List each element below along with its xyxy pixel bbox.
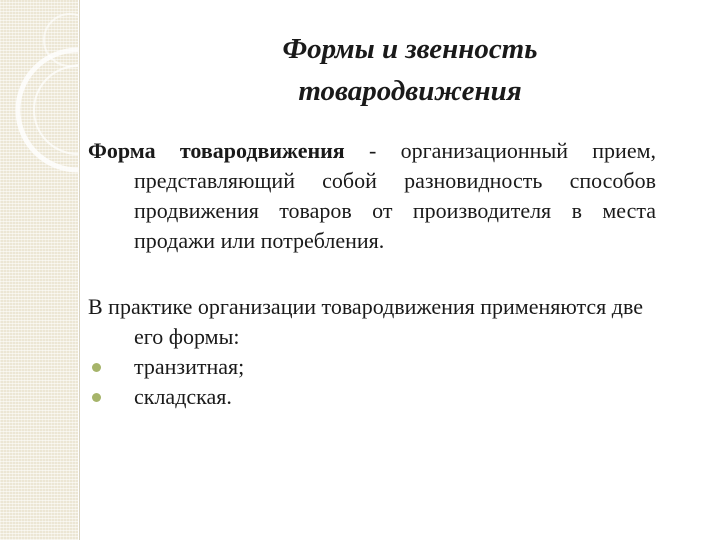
slide-title-line-2: товародвижения [298, 75, 522, 107]
bullet-dot-icon [92, 393, 101, 402]
decorative-side-strip [0, 0, 78, 540]
forms-list [88, 352, 656, 412]
list-item [88, 352, 656, 382]
definition-term: Форма товародвижения [88, 138, 345, 163]
slide-title-line-1: Формы и звенность [282, 33, 538, 65]
practice-paragraph: В практике организации товародвижения применяются две его формы: [88, 294, 644, 349]
definition-paragraph [88, 136, 656, 256]
list-item-label: транзитная; [134, 354, 245, 379]
slide-body [88, 136, 656, 412]
decorative-circles [0, 0, 78, 540]
bullet-dot-icon [92, 363, 101, 372]
list-item [88, 382, 656, 412]
side-divider [79, 0, 80, 540]
definition-text: - организационный прием, представляющий собой разновидность способов продвижения товаров от производителя в места продажи или потребления. [134, 138, 657, 253]
list-item-label: складская. [134, 384, 232, 409]
slide-title [200, 28, 620, 112]
